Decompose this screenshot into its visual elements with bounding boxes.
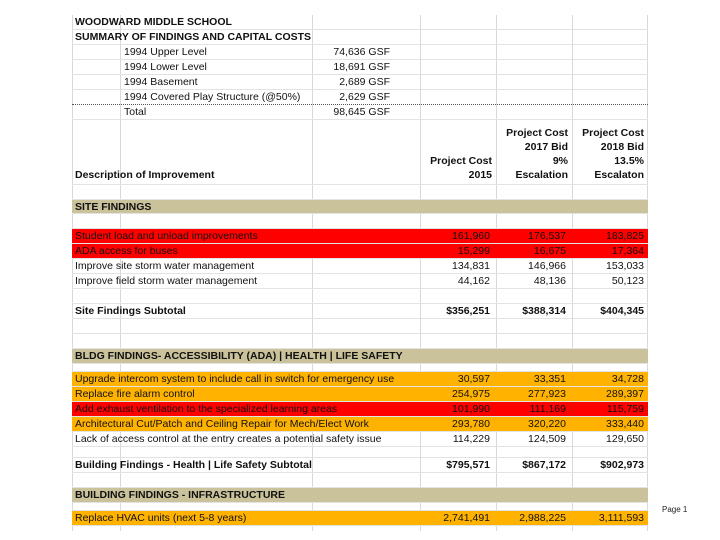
cost-2017: 176,537 <box>528 230 566 242</box>
table-row <box>72 417 648 432</box>
area-row <box>72 90 648 105</box>
row-description: ADA access for buses <box>75 245 178 257</box>
row-description: Add exhaust ventilation to the specialized learning areas <box>75 403 338 415</box>
header-cost-2017: Project Cost 2017 Bid 9% Escalation <box>506 127 568 181</box>
cost-2015: 44,162 <box>457 275 490 287</box>
subtotal-2015: $795,571 <box>446 459 490 471</box>
cost-2018: 129,650 <box>606 433 644 445</box>
cost-2015: 293,780 <box>452 418 490 430</box>
subtotal-2018: $404,345 <box>600 305 644 317</box>
blank-row <box>72 334 648 349</box>
section-heading-infra <box>72 488 648 503</box>
cost-2017: 2,988,225 <box>519 512 566 524</box>
area-value: 18,691 GSF <box>333 61 390 73</box>
area-label: 1994 Upper Level <box>124 46 207 58</box>
row-description: Upgrade intercom system to include call in switch for emergency use <box>75 373 395 385</box>
table-row <box>72 432 648 447</box>
row-description: Student load and unload improvements <box>75 230 258 242</box>
section-heading-bldg <box>72 349 648 364</box>
table-row <box>72 259 648 274</box>
blank-row <box>72 503 648 511</box>
column-header <box>72 121 648 185</box>
cost-2015: 114,229 <box>452 433 490 445</box>
cost-2018: 333,440 <box>606 418 644 430</box>
cost-2018: 153,033 <box>606 260 644 272</box>
school-title: WOODWARD MIDDLE SCHOOL <box>75 16 232 28</box>
blank-row <box>72 214 648 229</box>
subtotal-2017: $867,172 <box>522 459 566 471</box>
summary-title: SUMMARY OF FINDINGS AND CAPITAL COSTS <box>75 31 312 43</box>
blank-row <box>72 364 648 372</box>
subtotal-row <box>72 458 648 473</box>
cost-2017: 320,220 <box>528 418 566 430</box>
header-description: Description of Improvement <box>75 169 215 181</box>
section-title: SITE FINDINGS <box>75 201 152 213</box>
row-description: Replace HVAC units (next 5-8 years) <box>75 512 247 524</box>
blank-row <box>72 447 648 458</box>
cost-2018: 17,364 <box>611 245 644 257</box>
subtotal-2017: $388,314 <box>522 305 566 317</box>
header-cost-2015: Project Cost 2015 <box>430 155 492 181</box>
cost-2015: 254,975 <box>452 388 490 400</box>
cost-2015: 134,831 <box>452 260 490 272</box>
blank-row <box>72 289 648 304</box>
cost-2018: 3,111,593 <box>598 512 644 524</box>
area-row <box>72 75 648 90</box>
row-description: Lack of access control at the entry creates a potential safety issue <box>75 433 382 445</box>
table-row <box>72 229 648 244</box>
cost-2017: 33,351 <box>533 373 566 385</box>
area-total-row <box>72 105 648 120</box>
table-row <box>72 244 648 259</box>
cost-2018: 289,397 <box>606 388 644 400</box>
cost-2015: 15,299 <box>457 245 490 257</box>
area-label: 1994 Lower Level <box>124 61 207 73</box>
table-row <box>72 387 648 402</box>
cost-2017: 146,966 <box>528 260 566 272</box>
title-row <box>72 15 648 30</box>
subtotal-2018: $902,973 <box>600 459 644 471</box>
area-value: 74,636 GSF <box>333 46 390 58</box>
area-row <box>72 60 648 75</box>
cost-2017: 277,923 <box>528 388 566 400</box>
area-label: 1994 Covered Play Structure (@50%) <box>124 91 301 103</box>
cost-2017: 124,509 <box>528 433 566 445</box>
subtotal-2015: $356,251 <box>446 305 490 317</box>
section-title: BLDG FINDINGS- ACCESSIBILITY (ADA) | HEALTH | LIFE SAFETY <box>75 350 403 362</box>
area-label: Total <box>124 106 147 118</box>
row-description: Architectural Cut/Patch and Ceiling Repair for Mech/Elect Work <box>75 418 369 430</box>
header-cost-2018: Project Cost 2018 Bid 13.5% Escalaton <box>582 127 644 181</box>
page-number: Page 1 <box>662 505 688 514</box>
row-description: Replace fire alarm control <box>75 388 195 400</box>
cost-2017: 111,169 <box>529 403 566 415</box>
cost-2015: 101,990 <box>452 403 490 415</box>
cost-2015: 2,741,491 <box>443 512 490 524</box>
subtotal-label: Site Findings Subtotal <box>75 305 186 317</box>
cost-2015: 30,597 <box>457 373 490 385</box>
blank-row <box>72 473 648 488</box>
table-row <box>72 372 648 387</box>
table-row <box>72 511 648 526</box>
spreadsheet <box>72 15 648 531</box>
table-row <box>72 402 648 417</box>
cost-2015: 161,960 <box>452 230 490 242</box>
section-heading-site <box>72 200 648 214</box>
subtitle-row <box>72 30 648 45</box>
table-row <box>72 274 648 289</box>
cost-2018: 115,759 <box>606 403 644 415</box>
area-value: 98,645 GSF <box>333 106 390 118</box>
subtotal-label: Building Findings - Health | Life Safety Subtotal <box>75 459 312 471</box>
cost-2017: 16,675 <box>533 245 566 257</box>
area-value: 2,629 GSF <box>339 91 390 103</box>
row-description: Improve site storm water management <box>75 260 255 272</box>
area-label: 1994 Basement <box>124 76 198 88</box>
blank-row <box>72 319 648 334</box>
section-title: BUILDING FINDINGS - INFRASTRUCTURE <box>75 489 285 501</box>
cost-2018: 50,123 <box>611 275 644 287</box>
subtotal-row <box>72 304 648 319</box>
area-value: 2,689 GSF <box>339 76 390 88</box>
cost-2017: 48,136 <box>533 275 566 287</box>
area-row <box>72 45 648 60</box>
blank-row <box>72 185 648 200</box>
cost-2018: 34,728 <box>611 373 644 385</box>
cost-2018: 183,825 <box>606 230 644 242</box>
row-description: Improve field storm water management <box>75 275 258 287</box>
